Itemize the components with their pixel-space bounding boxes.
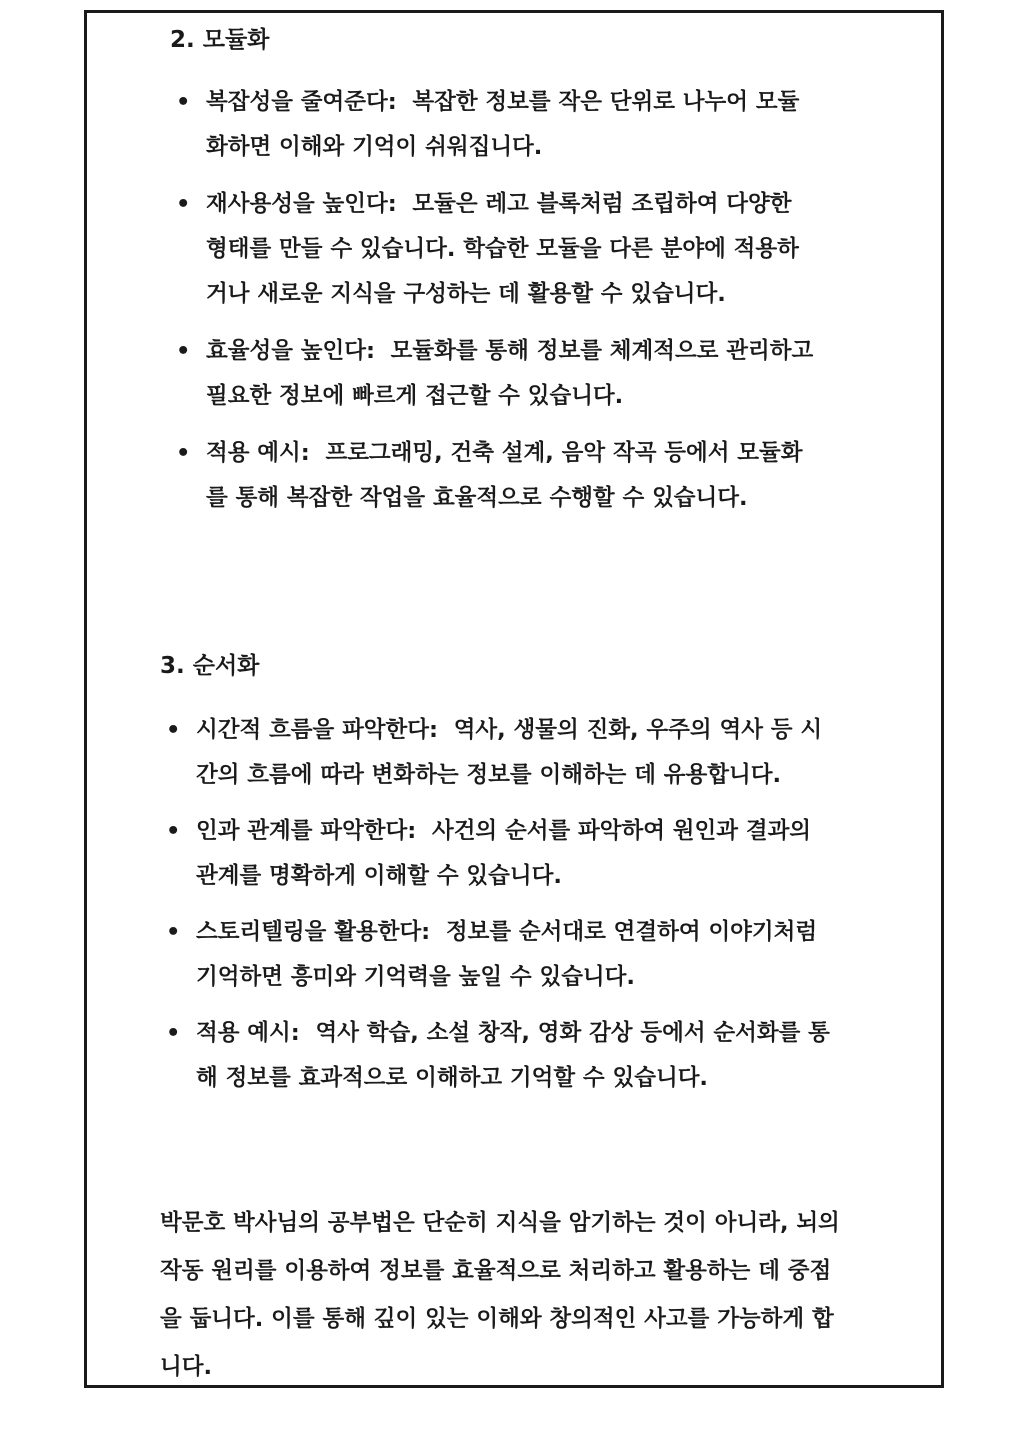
section-heading-sequencing: 3. 순서화 xyxy=(160,653,260,679)
item-label: 인과 관계를 파악한다: xyxy=(196,818,417,844)
item-label: 시간적 흐름을 파악한다: xyxy=(196,717,439,743)
item-label: 재사용성을 높인다: xyxy=(206,191,397,217)
item-text: 사건의 순서를 파악하여 원인과 결과의 관계를 명확하게 이해할 수 있습니다. xyxy=(196,818,812,889)
list-item: • 적용 예시: 프로그래밍, 건축 설계, 음악 작곡 등에서 모듈화를 통해 복잡한 작업을 효율적으로 수행할 수 있습니다. xyxy=(176,440,803,511)
item-text: 역사 학습, 소설 창작, 영화 감상 등에서 순서화를 통해 정보를 효과적으로 이해하고 기억할 수 있습니다. xyxy=(196,1020,830,1091)
list-item: • 복잡성을 줄여준다: 복잡한 정보를 작은 단위로 나누어 모듈화하면 이해와 기억이 쉬워집니다. xyxy=(176,89,800,160)
item-text: 모듈은 레고 블록처럼 조립하여 다양한 형태를 만들 수 있습니다. 학습한 모듈을 다른 분야에 적용하거나 새로운 지식을 구성하는 데 활용할 수 있습니다. xyxy=(206,191,799,307)
item-text: 복잡한 정보를 작은 단위로 나누어 모듈화하면 이해와 기억이 쉬워집니다. xyxy=(206,89,800,160)
list-item: • 적용 예시: 역사 학습, 소설 창작, 영화 감상 등에서 순서화를 통해 정보를 효과적으로 이해하고 기억할 수 있습니다. xyxy=(166,1020,830,1091)
list-item: • 스토리텔링을 활용한다: 정보를 순서대로 연결하여 이야기처럼 기억하면 흥미와 기억력을 높일 수 있습니다. xyxy=(166,919,818,990)
item-text: 정보를 순서대로 연결하여 이야기처럼 기억하면 흥미와 기억력을 높일 수 있습니다. xyxy=(196,919,818,990)
modularization-list xyxy=(176,80,820,533)
list-item: • 인과 관계를 파악한다: 사건의 순서를 파악하여 원인과 결과의 관계를 명확하게 이해할 수 있습니다. xyxy=(166,818,812,889)
section-heading-modularization: 2. 모듈화 xyxy=(170,27,270,53)
item-label: 효율성을 높인다: xyxy=(206,338,375,364)
list-item: • 효율성을 높인다: 모듈화를 통해 정보를 체계적으로 관리하고 필요한 정보에 빠르게 접근할 수 있습니다. xyxy=(176,338,814,409)
item-label: 적용 예시: xyxy=(206,440,310,466)
item-label: 스토리텔링을 활용한다: xyxy=(196,919,431,945)
item-text: 역사, 생물의 진화, 우주의 역사 등 시간의 흐름에 따라 변화하는 정보를 이해하는 데 유용합니다. xyxy=(196,717,823,788)
list-item: • 재사용성을 높인다: 모듈은 레고 블록처럼 조립하여 다양한 형태를 만들 수 있습니다. 학습한 모듈을 다른 분야에 적용하거나 새로운 지식을 구성하는 데 활용할 수 있습니다. xyxy=(176,191,799,307)
item-text: 모듈화를 통해 정보를 체계적으로 관리하고 필요한 정보에 빠르게 접근할 수 있습니다. xyxy=(206,338,814,409)
item-label: 적용 예시: xyxy=(196,1020,300,1046)
item-label: 복잡성을 줄여준다: xyxy=(206,89,397,115)
item-text: 프로그래밍, 건축 설계, 음악 작곡 등에서 모듈화를 통해 복잡한 작업을 효율적으로 수행할 수 있습니다. xyxy=(206,440,803,511)
sequencing-list xyxy=(166,708,830,1112)
list-item: • 시간적 흐름을 파악한다: 역사, 생물의 진화, 우주의 역사 등 시간의 흐름에 따라 변화하는 정보를 이해하는 데 유용합니다. xyxy=(166,717,823,788)
closing-paragraph: 박문호 박사님의 공부법은 단순히 지식을 암기하는 것이 아니라, 뇌의 작동 원리를 이용하여 정보를 효율적으로 처리하고 활용하는 데 중점을 둡니다. 이를 통해 깊이 있는 이해와 창의적인 사고를 가능하게 합니다. xyxy=(160,1210,840,1380)
